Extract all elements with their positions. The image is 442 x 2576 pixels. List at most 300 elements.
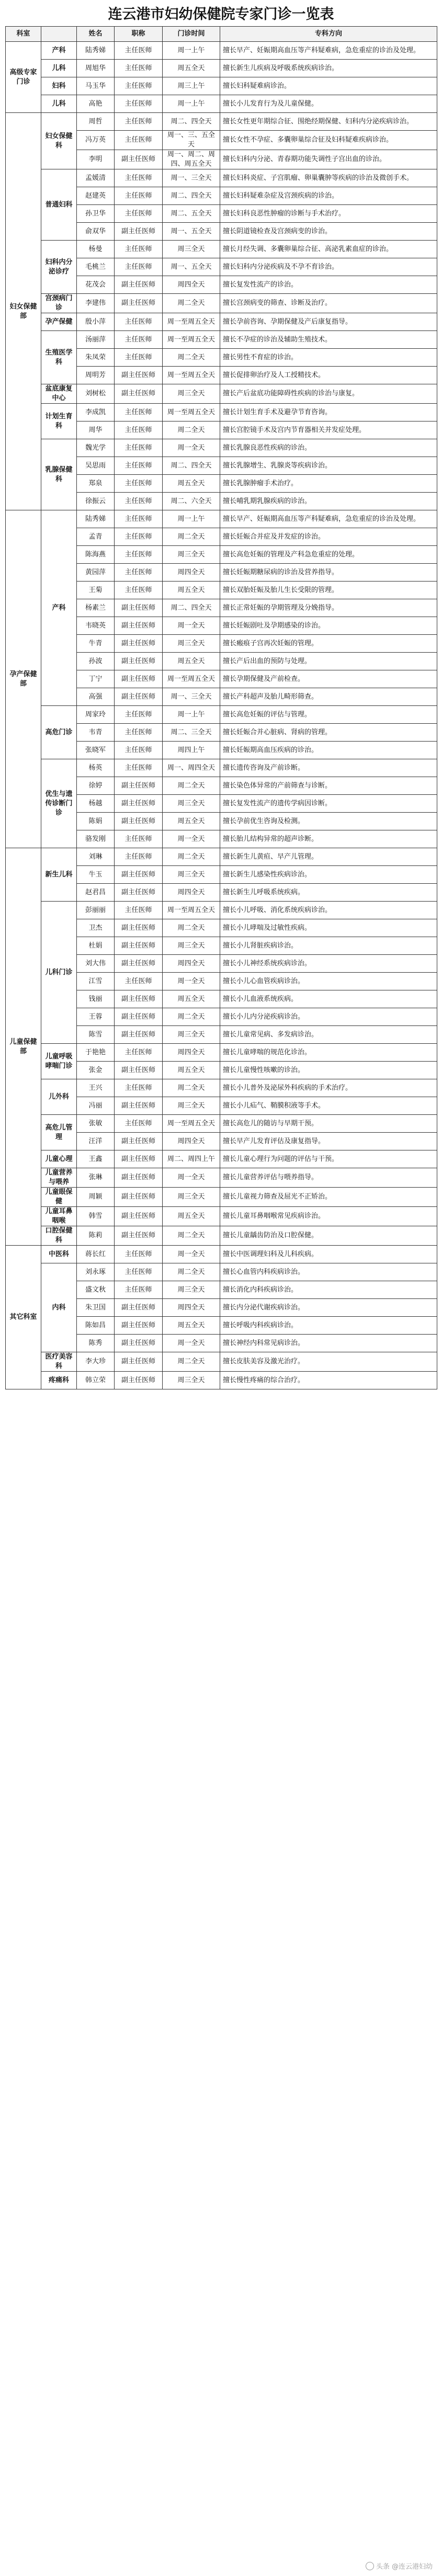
name-cell: 王鑫 xyxy=(77,1150,115,1168)
header-dept: 科室 xyxy=(6,27,41,42)
name-cell: 吴思雨 xyxy=(77,457,115,475)
spec-cell: 擅长妊娠合并心脏病、肾病的管理。 xyxy=(220,724,437,742)
spec-cell: 擅长女性更年期综合征、围绝经期保健、妇科内分泌疾病诊治。 xyxy=(220,113,437,131)
title-cell: 副主任医师 xyxy=(115,1062,163,1079)
spec-cell: 擅长妇科内分泌、青春期功能失调性子宫出血的诊治。 xyxy=(220,150,437,169)
time-cell: 周五全天 xyxy=(163,813,220,830)
spec-cell: 擅长妇科炎症、子宫肌瘤、卵巢囊肿等疾病的诊治及微创手术。 xyxy=(220,169,437,187)
spec-cell: 擅长胎儿结构异常的超声诊断。 xyxy=(220,830,437,848)
name-cell: 蒋长红 xyxy=(77,1246,115,1263)
name-cell: 孟青 xyxy=(77,528,115,546)
subdept-cell: 儿童心理 xyxy=(41,1150,77,1168)
header-name: 姓名 xyxy=(77,27,115,42)
name-cell: 张晓军 xyxy=(77,742,115,759)
time-cell: 周一、三全天 xyxy=(163,169,220,187)
name-cell: 殷小萍 xyxy=(77,313,115,331)
subdept-cell: 妇女保健科 xyxy=(41,113,77,169)
time-cell: 周四全天 xyxy=(163,564,220,582)
spec-cell: 擅长遗传咨询及产前诊断。 xyxy=(220,759,437,777)
time-cell: 周五全天 xyxy=(163,475,220,493)
time-cell: 周二、三全天 xyxy=(163,724,220,742)
time-cell: 周二全天 xyxy=(163,777,220,795)
title-cell: 主任医师 xyxy=(115,546,163,564)
time-cell: 周三全天 xyxy=(163,635,220,653)
time-cell: 周一全天 xyxy=(163,830,220,848)
title-cell: 主任医师 xyxy=(115,258,163,276)
time-cell: 周五全天 xyxy=(163,60,220,77)
name-cell: 陈海燕 xyxy=(77,546,115,564)
time-cell: 周四全天 xyxy=(163,1044,220,1062)
name-cell: 朱凤荣 xyxy=(77,349,115,367)
table-header-row xyxy=(6,27,437,42)
name-cell: 丁宁 xyxy=(77,670,115,688)
title-cell: 主任医师 xyxy=(115,187,163,205)
name-cell: 魏光学 xyxy=(77,439,115,457)
spec-cell: 擅长高危妊娠的评估与管理。 xyxy=(220,706,437,724)
title-cell: 主任医师 xyxy=(115,313,163,331)
name-cell: 陈雪 xyxy=(77,1026,115,1044)
table-row xyxy=(6,1246,437,1263)
header-title: 职称 xyxy=(115,27,163,42)
spec-cell: 擅长小儿发育行为及儿童保健。 xyxy=(220,95,437,113)
name-cell: 卫杰 xyxy=(77,919,115,937)
time-cell: 周一全天 xyxy=(163,973,220,990)
name-cell: 冯丽 xyxy=(77,1097,115,1115)
spec-cell: 擅长早产、妊娠期高血压等产科疑难病，急危重症的诊治及处理。 xyxy=(220,42,437,60)
subdept-cell: 儿童眼保健 xyxy=(41,1188,77,1207)
spec-cell: 擅长双胎妊娠及胎儿生长受限的管理。 xyxy=(220,582,437,599)
time-cell: 周三全天 xyxy=(163,937,220,955)
spec-cell: 擅长消化内科疾病诊治。 xyxy=(220,1281,437,1299)
title-cell: 副主任医师 xyxy=(115,990,163,1008)
title-cell: 副主任医师 xyxy=(115,294,163,313)
subdept-cell: 新生儿科 xyxy=(41,848,77,902)
name-cell: 周家玲 xyxy=(77,706,115,724)
table-row xyxy=(6,439,437,457)
title-cell: 主任医师 xyxy=(115,848,163,866)
table-row xyxy=(6,1168,437,1188)
spec-cell: 擅长新生儿疾病及呼吸系统疾病诊治。 xyxy=(220,60,437,77)
name-cell: 冯万英 xyxy=(77,131,115,150)
time-cell: 周三全天 xyxy=(163,866,220,884)
time-cell: 周二全天 xyxy=(163,1008,220,1026)
spec-cell: 擅长新生儿呼吸系统疾病。 xyxy=(220,884,437,902)
title-cell: 副主任医师 xyxy=(115,276,163,294)
spec-cell: 擅长小儿内分泌疾病诊治。 xyxy=(220,1008,437,1026)
subdept-cell: 产科 xyxy=(41,510,77,706)
time-cell: 周五全天 xyxy=(163,582,220,599)
title-cell: 副主任医师 xyxy=(115,1026,163,1044)
spec-cell: 擅长小儿神经系统疾病诊治。 xyxy=(220,955,437,973)
time-cell: 周三全天 xyxy=(163,1026,220,1044)
name-cell: 李大珍 xyxy=(77,1352,115,1372)
time-cell: 周三全天 xyxy=(163,1097,220,1115)
time-cell: 周三全天 xyxy=(163,546,220,564)
watermark xyxy=(366,2561,433,2571)
table-row xyxy=(6,1044,437,1062)
spec-cell: 擅长产后盆底功能障碍性疾病的诊治与康复。 xyxy=(220,384,437,404)
title-cell: 副主任医师 xyxy=(115,635,163,653)
name-cell: 陆秀娣 xyxy=(77,510,115,528)
name-cell: 韩立荣 xyxy=(77,1372,115,1389)
name-cell: 张琳 xyxy=(77,1168,115,1188)
title-cell: 副主任医师 xyxy=(115,670,163,688)
spec-cell: 擅长产后出血的预防与处理。 xyxy=(220,653,437,670)
name-cell: 赵君昌 xyxy=(77,884,115,902)
time-cell: 周二全天 xyxy=(163,349,220,367)
subdept-cell: 产科 xyxy=(41,42,77,60)
title-cell: 副主任医师 xyxy=(115,777,163,795)
name-cell: 孙波 xyxy=(77,653,115,670)
subdept-cell: 生殖医学科 xyxy=(41,331,77,384)
spec-cell: 擅长妇科良恶性肿瘤的诊断与手术治疗。 xyxy=(220,205,437,223)
spec-cell: 擅长妊娠期高血压疾病的诊治。 xyxy=(220,742,437,759)
time-cell: 周四全天 xyxy=(163,884,220,902)
title-cell: 副主任医师 xyxy=(115,937,163,955)
time-cell: 周一上午 xyxy=(163,510,220,528)
table-row xyxy=(6,1115,437,1133)
name-cell: 刘永琢 xyxy=(77,1263,115,1281)
spec-cell: 擅长小儿疝气、鞘膜积液等手术。 xyxy=(220,1097,437,1115)
name-cell: 韦晓英 xyxy=(77,617,115,635)
title-cell: 副主任医师 xyxy=(115,367,163,384)
table-row xyxy=(6,1207,437,1226)
table-row xyxy=(6,706,437,724)
watermark-text: 头条 @连云港妇幼 xyxy=(376,2563,433,2571)
table-row xyxy=(6,848,437,866)
title-cell: 主任医师 xyxy=(115,42,163,60)
time-cell: 周一全天 xyxy=(163,1335,220,1352)
title-cell: 主任医师 xyxy=(115,475,163,493)
name-cell: 陈如昌 xyxy=(77,1317,115,1335)
time-cell: 周二、四全天 xyxy=(163,457,220,475)
spec-cell: 擅长复发性流产的遗传学病因诊断。 xyxy=(220,795,437,813)
name-cell: 李明 xyxy=(77,150,115,169)
title-cell: 副主任医师 xyxy=(115,1317,163,1335)
subdept-cell: 高危门诊 xyxy=(41,706,77,759)
table-row xyxy=(6,313,437,331)
time-cell: 周一全天 xyxy=(163,439,220,457)
time-cell: 周二、四全天 xyxy=(163,187,220,205)
watermark-icon xyxy=(366,2562,374,2570)
title-cell: 副主任医师 xyxy=(115,599,163,617)
title-cell: 副主任医师 xyxy=(115,866,163,884)
name-cell: 周旭华 xyxy=(77,60,115,77)
time-cell: 周五全天 xyxy=(163,1207,220,1226)
time-cell: 周二、四全天 xyxy=(163,599,220,617)
title-cell: 主任医师 xyxy=(115,973,163,990)
name-cell: 孙卫华 xyxy=(77,205,115,223)
table-row xyxy=(6,902,437,919)
dept-cell: 孕产保健部 xyxy=(6,510,41,848)
time-cell: 周二、四全天 xyxy=(163,113,220,131)
table-row xyxy=(6,1263,437,1281)
name-cell: 徐振云 xyxy=(77,493,115,510)
name-cell: 牛青 xyxy=(77,635,115,653)
table-row xyxy=(6,1352,437,1372)
subdept-cell: 高危儿管理 xyxy=(41,1115,77,1150)
time-cell: 周二全天 xyxy=(163,1079,220,1097)
spec-cell: 擅长内分泌代谢疾病诊治。 xyxy=(220,1299,437,1317)
subdept-cell: 疼痛科 xyxy=(41,1372,77,1389)
dept-cell: 儿童保健部 xyxy=(6,848,41,1246)
spec-cell: 擅长小儿心血管疾病诊治。 xyxy=(220,973,437,990)
title-cell: 副主任医师 xyxy=(115,813,163,830)
spec-cell: 擅长孕期保健及产前检查。 xyxy=(220,670,437,688)
subdept-cell: 内科 xyxy=(41,1263,77,1352)
subdept-cell: 孕产保健 xyxy=(41,313,77,331)
spec-cell: 擅长妇科疑难杂症及宫颈疾病的诊治。 xyxy=(220,187,437,205)
table-row xyxy=(6,1372,437,1389)
spec-cell: 擅长乳腺增生、乳腺炎等疾病诊治。 xyxy=(220,457,437,475)
time-cell: 周一、周二、周四、周五全天 xyxy=(163,150,220,169)
subdept-cell: 乳腺保健科 xyxy=(41,439,77,510)
title-cell: 副主任医师 xyxy=(115,617,163,635)
spec-cell: 擅长儿童常见病、多发病诊治。 xyxy=(220,1026,437,1044)
title-cell: 副主任医师 xyxy=(115,688,163,706)
subdept-cell: 儿童营养与喂养 xyxy=(41,1168,77,1188)
spec-cell: 擅长计划生育手术及避孕节育咨询。 xyxy=(220,404,437,421)
name-cell: 赵建英 xyxy=(77,187,115,205)
title-cell: 副主任医师 xyxy=(115,1352,163,1372)
name-cell: 孟媛清 xyxy=(77,169,115,187)
time-cell: 周二全天 xyxy=(163,528,220,546)
name-cell: 韩雪 xyxy=(77,1207,115,1226)
time-cell: 周四全天 xyxy=(163,276,220,294)
header-time: 门诊时间 xyxy=(163,27,220,42)
spec-cell: 擅长乳腺肿瘤手术治疗。 xyxy=(220,475,437,493)
time-cell: 周二全天 xyxy=(163,1263,220,1281)
spec-cell: 擅长孕前咨询、孕期保健及产后康复指导。 xyxy=(220,313,437,331)
title-cell: 主任医师 xyxy=(115,205,163,223)
title-cell: 主任医师 xyxy=(115,457,163,475)
time-cell: 周二全天 xyxy=(163,848,220,866)
spec-cell: 擅长妊娠合并症及并发症的诊治。 xyxy=(220,528,437,546)
name-cell: 韦青 xyxy=(77,724,115,742)
name-cell: 杨曼 xyxy=(77,241,115,258)
name-cell: 刘琳 xyxy=(77,848,115,866)
time-cell: 周一至周五全天 xyxy=(163,331,220,349)
name-cell: 刘树松 xyxy=(77,384,115,404)
spec-cell: 擅长小儿肾脏疾病诊治。 xyxy=(220,937,437,955)
title-cell: 主任医师 xyxy=(115,169,163,187)
spec-cell: 擅长正常妊娠的孕期管理及分娩指导。 xyxy=(220,599,437,617)
name-cell: 汪洋 xyxy=(77,1133,115,1150)
subdept-cell: 宫颈病门诊 xyxy=(41,294,77,313)
name-cell: 花茂会 xyxy=(77,276,115,294)
spec-cell: 擅长儿童视力筛查及屈光不正矫治。 xyxy=(220,1188,437,1207)
table-row xyxy=(6,113,437,131)
time-cell: 周一至周五全天 xyxy=(163,1115,220,1133)
title-cell: 主任医师 xyxy=(115,421,163,439)
dept-cell: 妇女保健部 xyxy=(6,113,41,510)
name-cell: 陆秀娣 xyxy=(77,42,115,60)
table-row xyxy=(6,1188,437,1207)
title-cell: 副主任医师 xyxy=(115,223,163,241)
spec-cell: 擅长皮肤美容及激光治疗。 xyxy=(220,1352,437,1372)
time-cell: 周三全天 xyxy=(163,795,220,813)
name-cell: 牛玉 xyxy=(77,866,115,884)
subdept-cell: 优生与遗传诊断门诊 xyxy=(41,759,77,848)
title-cell: 主任医师 xyxy=(115,1281,163,1299)
header-sub xyxy=(41,27,77,42)
title-cell: 主任医师 xyxy=(115,113,163,131)
subdept-cell: 儿童呼吸哮喘门诊 xyxy=(41,1044,77,1079)
title-cell: 副主任医师 xyxy=(115,1299,163,1317)
dept-cell: 其它科室 xyxy=(6,1246,41,1389)
title-cell: 主任医师 xyxy=(115,241,163,258)
title-cell: 主任医师 xyxy=(115,1079,163,1097)
title-cell: 副主任医师 xyxy=(115,653,163,670)
table-row xyxy=(6,759,437,777)
table-row xyxy=(6,331,437,349)
spec-cell: 擅长中医调理妇科及儿科疾病。 xyxy=(220,1246,437,1263)
spec-cell: 擅长宫腔镜手术及宫内节育器相关并发症处理。 xyxy=(220,421,437,439)
title-cell: 主任医师 xyxy=(115,131,163,150)
spec-cell: 擅长男性不育症的诊治。 xyxy=(220,349,437,367)
time-cell: 周四全天 xyxy=(163,955,220,973)
title-cell: 主任医师 xyxy=(115,759,163,777)
name-cell: 于艳艳 xyxy=(77,1044,115,1062)
spec-cell: 擅长呼吸内科疾病诊治。 xyxy=(220,1317,437,1335)
table-row xyxy=(6,241,437,258)
time-cell: 周三全天 xyxy=(163,241,220,258)
table-row xyxy=(6,42,437,60)
subdept-cell: 中医科 xyxy=(41,1246,77,1263)
subdept-cell: 儿童耳鼻咽喉 xyxy=(41,1207,77,1226)
time-cell: 周一上午 xyxy=(163,42,220,60)
table-row xyxy=(6,169,437,187)
spec-cell: 擅长儿童龋齿防治及口腔保健。 xyxy=(220,1226,437,1246)
title-cell: 主任医师 xyxy=(115,528,163,546)
name-cell: 高艳 xyxy=(77,95,115,113)
time-cell: 周一上午 xyxy=(163,95,220,113)
time-cell: 周四全天 xyxy=(163,1299,220,1317)
spec-cell: 擅长儿童耳鼻咽喉常见疾病诊治。 xyxy=(220,1207,437,1226)
time-cell: 周五全天 xyxy=(163,1062,220,1079)
title-cell: 副主任医师 xyxy=(115,1168,163,1188)
time-cell: 周三全天 xyxy=(163,384,220,404)
spec-cell: 擅长瘢痕子宫再次妊娠的管理。 xyxy=(220,635,437,653)
time-cell: 周三上午 xyxy=(163,77,220,95)
time-cell: 周五全天 xyxy=(163,1317,220,1335)
time-cell: 周二全天 xyxy=(163,1226,220,1246)
spec-cell: 擅长宫颈病变的筛查、诊断及治疗。 xyxy=(220,294,437,313)
time-cell: 周二、六全天 xyxy=(163,493,220,510)
table-row xyxy=(6,60,437,77)
title-cell: 主任医师 xyxy=(115,582,163,599)
spec-cell: 擅长妊娠剧吐及孕期感染的诊治。 xyxy=(220,617,437,635)
title-cell: 主任医师 xyxy=(115,830,163,848)
subdept-cell: 儿科门诊 xyxy=(41,902,77,1044)
spec-cell: 擅长妇科疑难病诊治。 xyxy=(220,77,437,95)
time-cell: 周二、五全天 xyxy=(163,205,220,223)
subdept-cell: 妇科 xyxy=(41,77,77,95)
name-cell: 郑泉 xyxy=(77,475,115,493)
time-cell: 周一、三、五全天 xyxy=(163,131,220,150)
spec-cell: 擅长促排卵治疗及人工授精技术。 xyxy=(220,367,437,384)
time-cell: 周一、周四全天 xyxy=(163,759,220,777)
name-cell: 俞双华 xyxy=(77,223,115,241)
spec-cell: 擅长不孕症的诊治及辅助生殖技术。 xyxy=(220,331,437,349)
name-cell: 王蓉 xyxy=(77,1008,115,1026)
spec-cell: 擅长儿童营养评估与喂养指导。 xyxy=(220,1168,437,1188)
spec-cell: 擅长妇科内分泌疾病及不孕不育诊治。 xyxy=(220,258,437,276)
time-cell: 周一、三全天 xyxy=(163,688,220,706)
subdept-cell: 儿外科 xyxy=(41,1079,77,1115)
title-cell: 副主任医师 xyxy=(115,919,163,937)
title-cell: 副主任医师 xyxy=(115,1133,163,1150)
name-cell: 骆发刚 xyxy=(77,830,115,848)
name-cell: 陈莉 xyxy=(77,1226,115,1246)
spec-cell: 擅长哺乳期乳腺疾病的诊治。 xyxy=(220,493,437,510)
name-cell: 陈秀 xyxy=(77,1335,115,1352)
title-cell: 副主任医师 xyxy=(115,955,163,973)
spec-cell: 擅长孕前优生咨询及检测。 xyxy=(220,813,437,830)
table-row xyxy=(6,1079,437,1097)
table-row xyxy=(6,1150,437,1168)
name-cell: 张金 xyxy=(77,1062,115,1079)
table-row xyxy=(6,77,437,95)
spec-cell: 擅长神经内科常见病诊治。 xyxy=(220,1335,437,1352)
time-cell: 周一、五全天 xyxy=(163,258,220,276)
name-cell: 黄园萍 xyxy=(77,564,115,582)
subdept-cell: 口腔保健科 xyxy=(41,1226,77,1246)
spec-cell: 擅长心血管内科疾病诊治。 xyxy=(220,1263,437,1281)
table-row xyxy=(6,510,437,528)
name-cell: 李建伟 xyxy=(77,294,115,313)
time-cell: 周五全天 xyxy=(163,990,220,1008)
spec-cell: 擅长小儿哮喘及过敏性疾病。 xyxy=(220,919,437,937)
spec-cell: 擅长妊娠期糖尿病的诊治及营养指导。 xyxy=(220,564,437,582)
title-cell: 主任医师 xyxy=(115,493,163,510)
name-cell: 杨英 xyxy=(77,759,115,777)
name-cell: 周哲 xyxy=(77,113,115,131)
spec-cell: 擅长慢性疼痛的综合治疗。 xyxy=(220,1372,437,1389)
name-cell: 钱丽 xyxy=(77,990,115,1008)
name-cell: 高强 xyxy=(77,688,115,706)
title-cell: 主任医师 xyxy=(115,1246,163,1263)
name-cell: 盛文秋 xyxy=(77,1281,115,1299)
time-cell: 周二全天 xyxy=(163,294,220,313)
time-cell: 周三全天 xyxy=(163,1188,220,1207)
title-cell: 主任医师 xyxy=(115,404,163,421)
subdept-cell: 儿科 xyxy=(41,60,77,77)
subdept-cell: 妇科内分泌诊疗 xyxy=(41,241,77,294)
spec-cell: 擅长小儿普外及泌尿外科疾病的手术治疗。 xyxy=(220,1079,437,1097)
spec-cell: 擅长新生儿感染性疾病诊治。 xyxy=(220,866,437,884)
time-cell: 周一、五全天 xyxy=(163,223,220,241)
spec-cell: 擅长复发性流产的诊治。 xyxy=(220,276,437,294)
spec-cell: 擅长新生儿黄疸、早产儿管理。 xyxy=(220,848,437,866)
time-cell: 周一上午 xyxy=(163,706,220,724)
name-cell: 李成凯 xyxy=(77,404,115,421)
title-cell: 主任医师 xyxy=(115,724,163,742)
time-cell: 周三全天 xyxy=(163,1372,220,1389)
title-cell: 主任医师 xyxy=(115,510,163,528)
name-cell: 彭丽丽 xyxy=(77,902,115,919)
schedule-table xyxy=(5,26,437,1389)
table-row xyxy=(6,384,437,404)
name-cell: 刘大伟 xyxy=(77,955,115,973)
spec-cell: 擅长早产、妊娠期高血压等产科疑难病，急危重症的诊治及处理。 xyxy=(220,510,437,528)
subdept-cell: 盆底康复中心 xyxy=(41,384,77,404)
title-cell: 主任医师 xyxy=(115,439,163,457)
title-cell: 副主任医师 xyxy=(115,1097,163,1115)
time-cell: 周一至周五全天 xyxy=(163,404,220,421)
spec-cell: 擅长小儿呼吸、消化系统疾病诊治。 xyxy=(220,902,437,919)
name-cell: 徐婷 xyxy=(77,777,115,795)
